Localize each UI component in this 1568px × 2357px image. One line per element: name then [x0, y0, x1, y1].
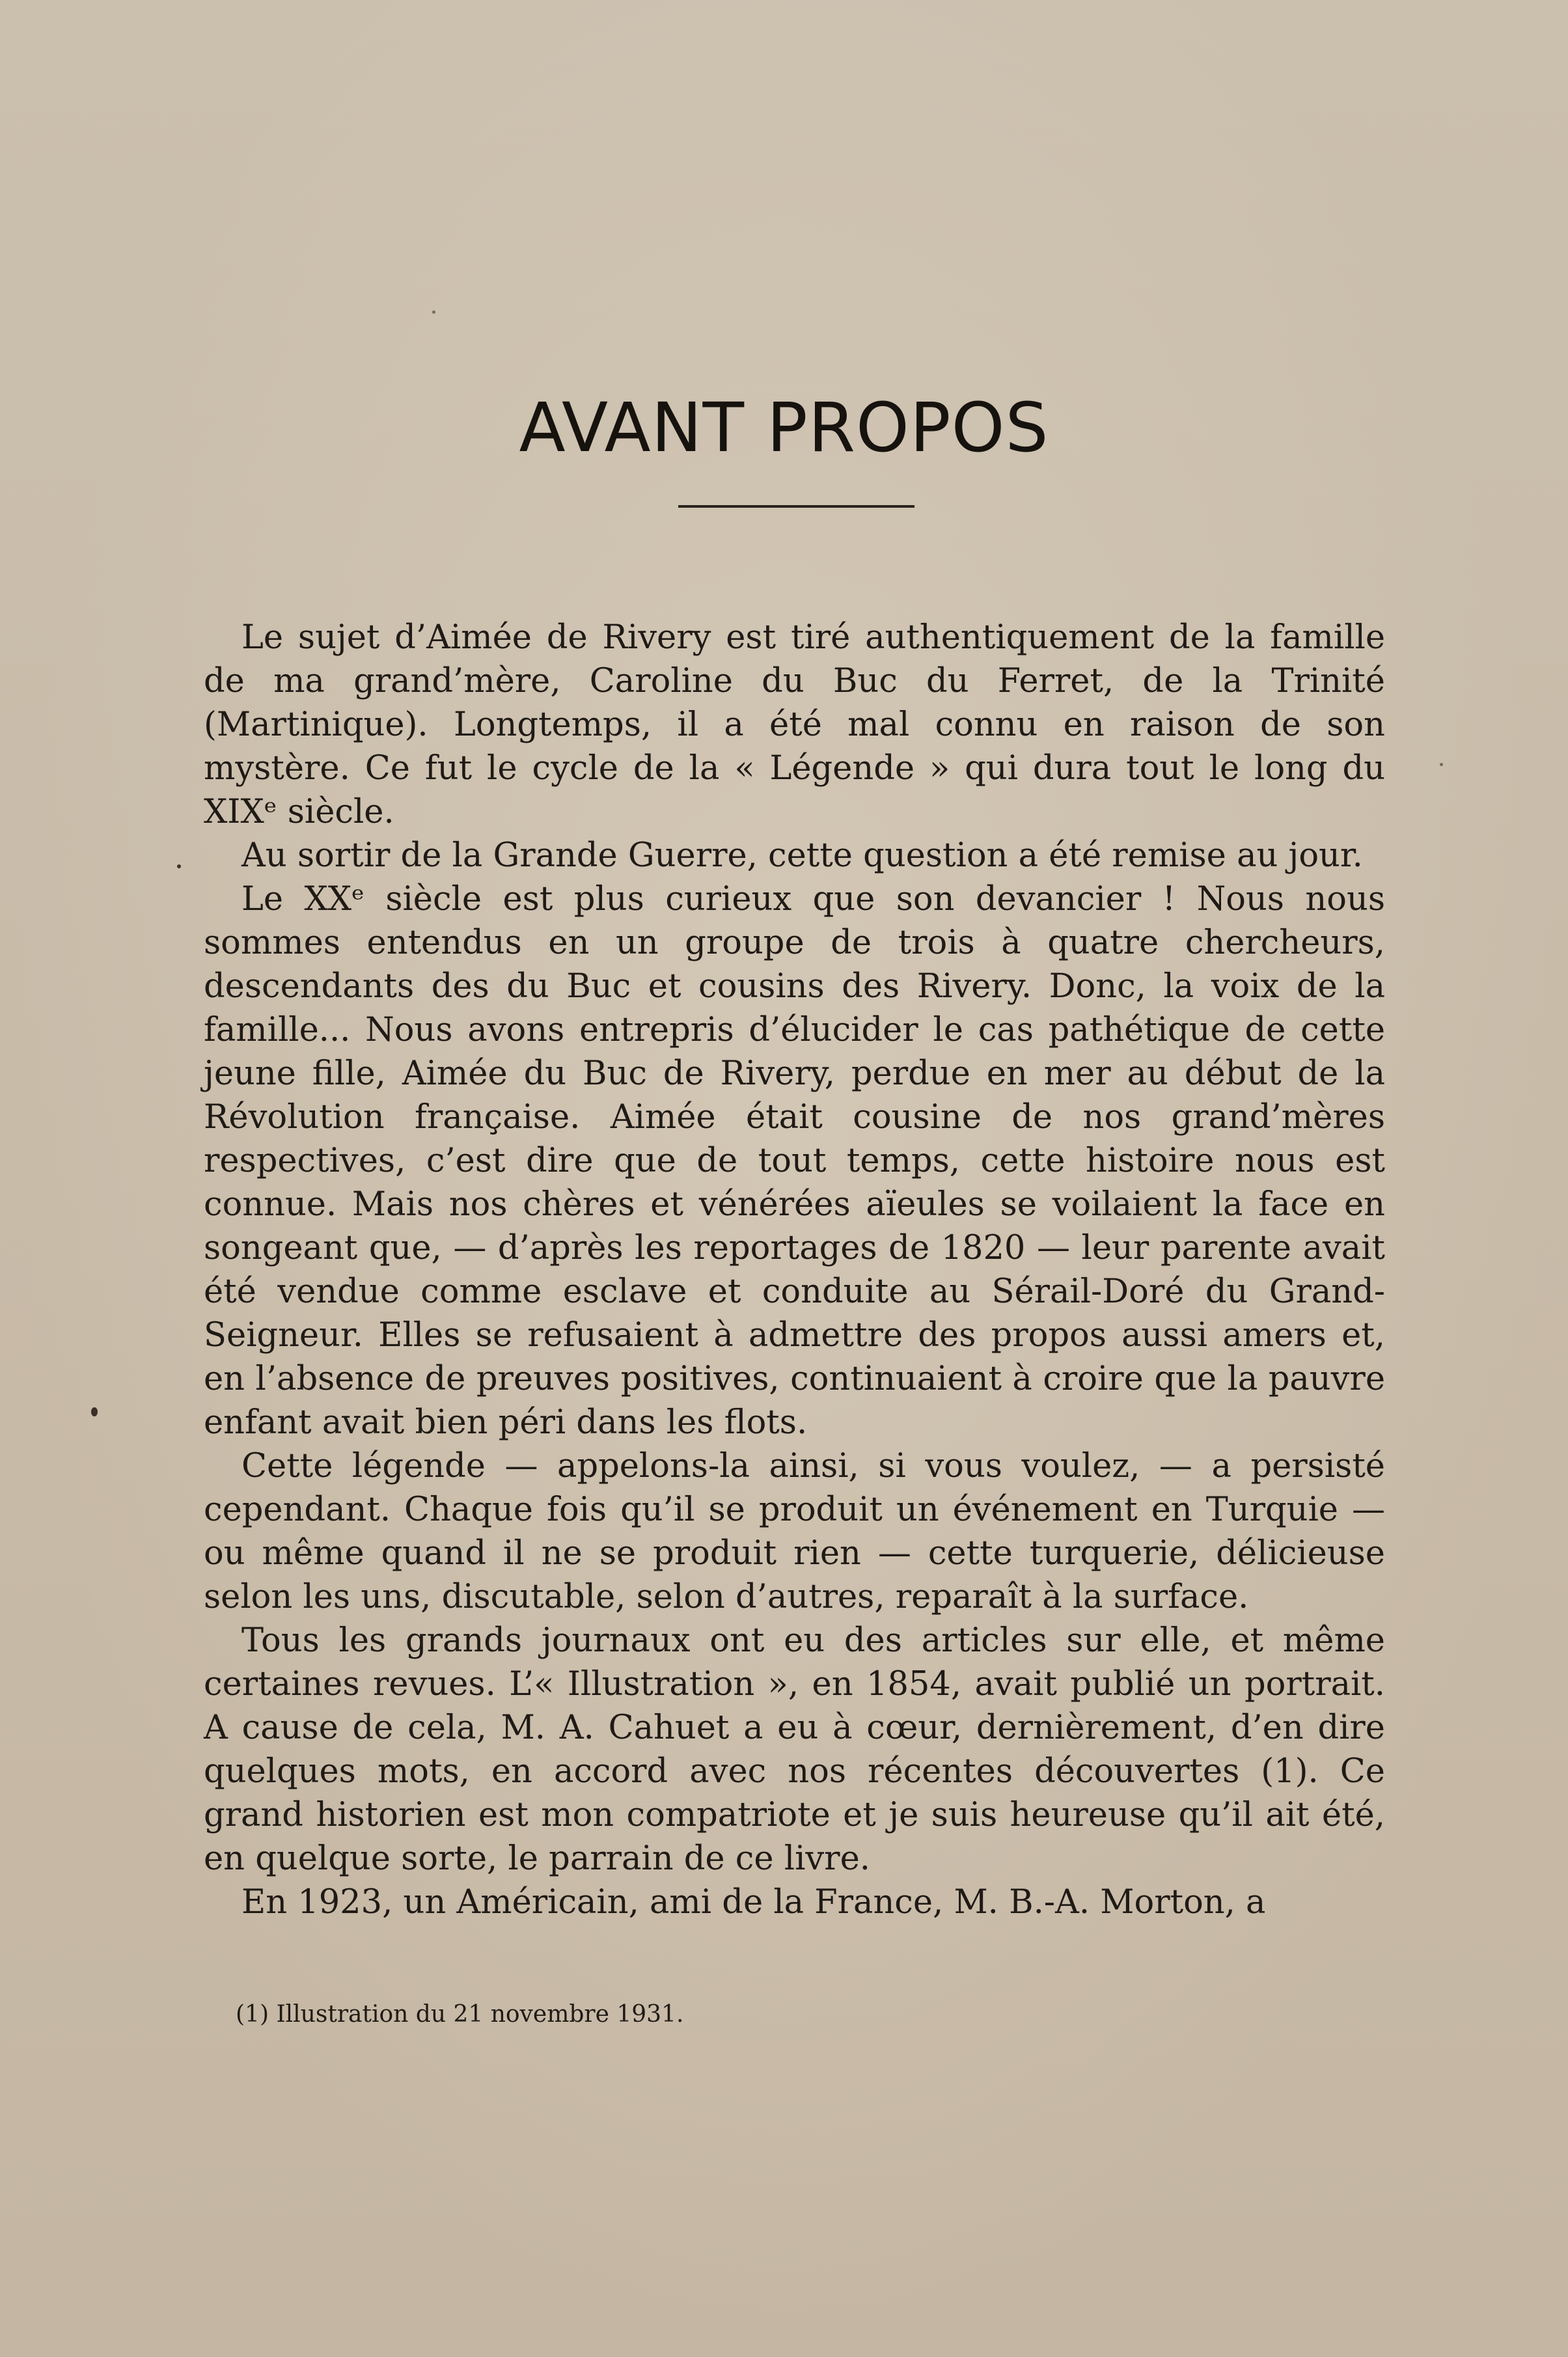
paragraph-4: Cette légende — appelons-la ainsi, si vous voulez, — a persisté cependant. Chaque fois qu’il se produit un événement en Turquie — ou même quand il ne se produit rien — cette turquerie, délicieuse selon les uns, discutable, selon d’autres, reparaît à la surface. — [204, 1447, 1385, 1616]
paragraph-5: Tous les grands journaux ont eu des articles sur elle, et même certaines revues. L’« Illustration », en 1854, avait publié un portrait. A cause de cela, M. A. Cahuet a eu à cœur, dernièrement, d’en dire quelques mots, en accord avec nos récentes découvertes (1). Ce grand historien est mon compatriote et je suis heureuse qu’il ait été, en quelque sorte, le parrain de ce livre. — [204, 1621, 1385, 1878]
footnote: (1) Illustration du 21 novembre 1931. — [236, 2001, 684, 2028]
title-underline-divider — [678, 505, 915, 508]
paper-speck — [177, 864, 181, 868]
paragraph-1: Le sujet d’Aimée de Rivery est tiré authentiquement de la famille de ma grand’mère, Caroline du Buc du Ferret, de la Trinité (Martinique). Longtemps, il a été mal connu en raison de son mystère. Ce fut le cycle de la « Légende » qui dura tout le long du XIXᵉ siècle. — [204, 618, 1385, 831]
paragraph-2: Au sortir de la Grande Guerre, cette question a été remise au jour. — [241, 836, 1363, 875]
paper-speck — [1440, 763, 1443, 766]
paragraph-6: En 1923, un Américain, ami de la France, M. B.-A. Morton, a — [241, 1883, 1266, 1922]
paper-speck — [432, 310, 435, 314]
paper-speck — [91, 1407, 98, 1416]
paragraph-3: Le XXᵉ siècle est plus curieux que son devancier ! Nous nous sommes entendus en un groupe de trois à quatre chercheurs, descendants des du Buc et cousins des Rivery. Donc, la voix de la famille... Nous avons entrepris d’élucider le cas pathétique de cette jeune fille, Aimée du Buc de Rivery, perdue en mer au début de la Révolution française. Aimée était cousine de nos grand’mères respectives, c’est dire que de tout temps, cette histoire nous est connue. Mais nos chères et vénérées aïeules se voilaient la face en songeant que, — d’après les reportages de 1820 — leur parente avait été vendue comme esclave et conduite au Sérail-Doré du Grand-Seigneur. Elles se refusaient à admettre des propos aussi amers et, en l’absence de preuves positives, continuaient à croire que la pauvre enfant avait bien péri dans les flots. — [204, 880, 1385, 1442]
body-text — [204, 616, 1385, 1924]
page-title: AVANT PROPOS — [519, 388, 1049, 467]
